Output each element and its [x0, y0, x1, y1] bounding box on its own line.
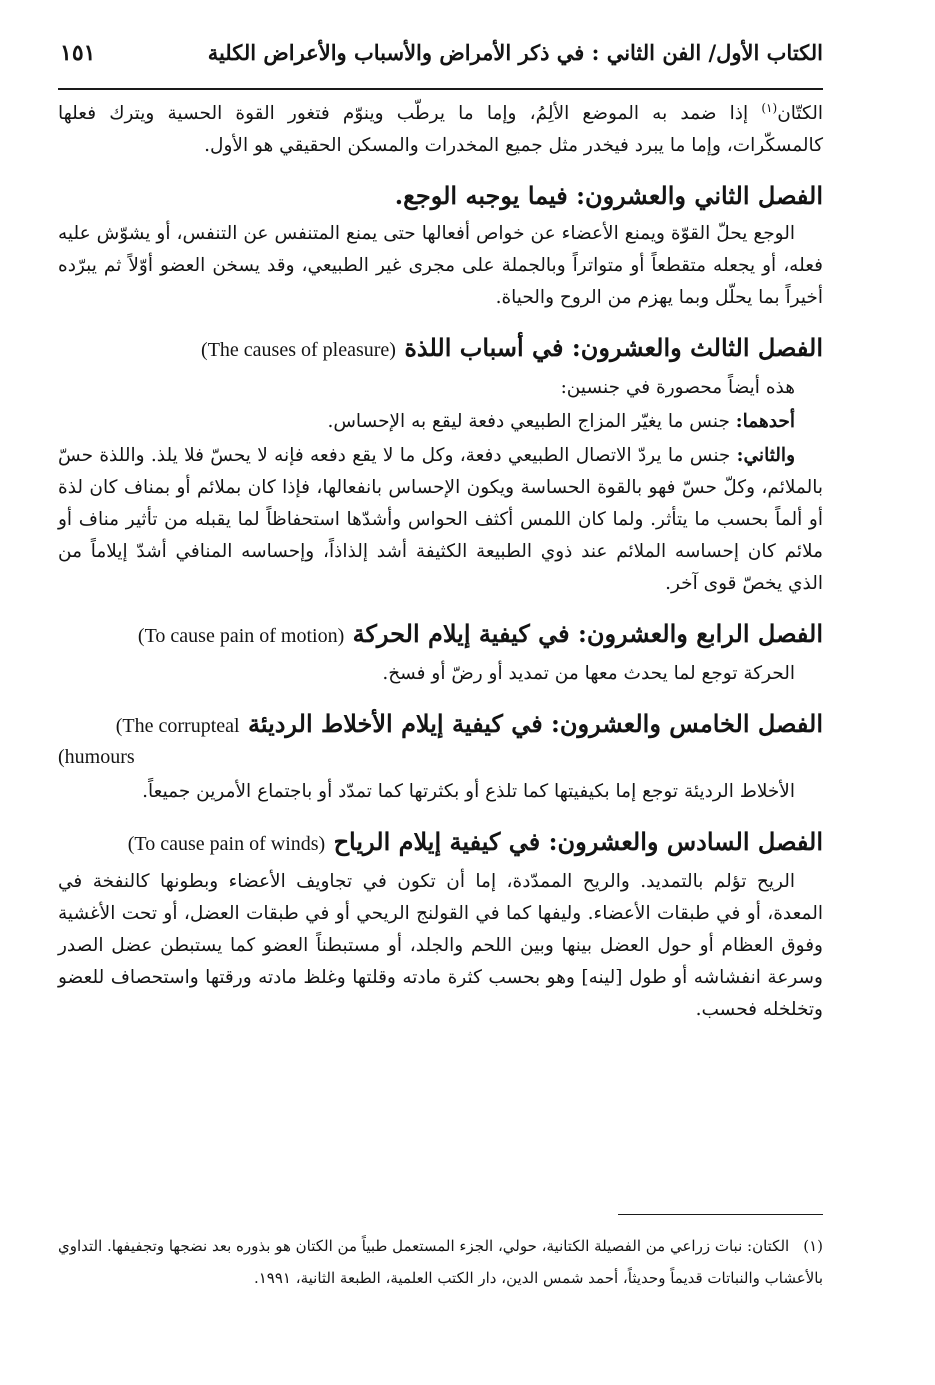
footnote-divider — [618, 1214, 823, 1215]
page-number: ١٥١ — [60, 40, 96, 66]
first-kind-text: جنس ما يغيّر المزاج الطبيعي دفعة ليقع به الإحساس. — [327, 411, 736, 432]
page-body — [58, 98, 823, 1026]
intro-paragraph — [58, 98, 823, 162]
chapter-23-title-english: (The causes of pleasure) — [201, 339, 396, 361]
chapter-24-title-english: (To cause pain of motion) — [137, 625, 345, 647]
second-kind-label: والثاني: — [736, 445, 795, 466]
chapter-24-paragraph: الحركة توجع لما يحدث معها من تمديد أو رضّ أو فسخ. — [382, 663, 795, 684]
chapter-23-second-kind — [58, 440, 823, 600]
chapter-24-title — [58, 612, 823, 658]
chapter-22-title: الفصل الثاني والعشرون: فيما يوجبه الوجع. — [394, 181, 823, 210]
chapter-25-title-english: (The corrupteal — [115, 715, 240, 737]
chapter-23-title — [58, 326, 823, 372]
chapter-23-title-arabic: الفصل الثالث والعشرون: في أسباب اللذة — [404, 333, 823, 362]
chapter-26-paragraph: الريح تؤلم بالتمديد. والريح الممدّدة، إما أن تكون في تجاويف الأعضاء وبطونها كالنفخة في المعدة، أو في طبقات الأعضاء. وليفها كما في القولنج الريحي أو في طبقات العضل، أو تحت الأغشية وفوق العظام أو حول العضل بينها وبين اللحم والجلد، أو مستبطناً العضو كما يستبطن عضل الصدر وسرعة انفشاشه أو طول [لينه] وهو بحسب كثرة مادته وقلتها وغلظ مادته ورقتها واستحصاف للعضو وتخلخله فحسب. — [58, 871, 823, 1020]
chapter-26-title-arabic: الفصل السادس والعشرون: في كيفية إيلام الرياح — [333, 827, 823, 856]
chapter-22-paragraph: الوجع يحلّ القوّة ويمنع الأعضاء عن خواص أفعالها حتى يمنع المتنفس عن التنفس، أو يشوّش عليه فعله، أو يجعله متقطعاً أو متواتراً وبالجملة على مجرى غير الطبيعي، وقد يسخن العضو أوّلاً ثم يبرّده أخيراً بما يحلّل وبما يهزم من الروح والحياة. — [58, 223, 823, 308]
chapter-23-first-kind — [58, 406, 823, 438]
chapter-25-title-arabic: الفصل الخامس والعشرون: في كيفية إيلام الأخلاط الرديئة — [247, 709, 823, 738]
footnote-reference[interactable]: (١) — [761, 100, 778, 115]
intro-text: إذا ضمد به الموضع الألِمُ، وإما ما يرطّب وينوّم فتغور القوة الحسية ويترك فعلها كالمسكّرات، وإما ما يبرد فيخدر مثل جميع المخدرات والمسكن الحقيقي هو الأول. — [58, 103, 823, 156]
page-header — [58, 38, 823, 90]
running-title: الكتاب الأول/ الفن الثاني : في ذكر الأمراض والأسباب والأعراض الكلية — [207, 40, 823, 65]
chapter-25-title — [58, 702, 823, 748]
chapter-26-title — [58, 820, 823, 866]
second-kind-text: جنس ما يردّ الاتصال الطبيعي دفعة، وكل ما لا يقع دفعه فإنه لا يحسّ فلا يلذ. واللذة حسّ بالملائم، وكلّ حسّ فهو بالقوة الحساسة ويكون الإحساس بانفعالها، فإذا كان بملائم أو بمناف كان لذة أو ألماً بحسب ما يتأثر. ولما كان اللمس أكثف الحواس وأشدّها استحفاظاً لما يقبله من تأثير مناف أو ملائم كان إحساسه الملائم عند ذوي الطبيعة الكثيفة أشد إلذاذاً، وإحساسه المنافي أشدّ إيلاماً من الذي يخصّ قوى آخر. — [58, 445, 823, 594]
chapter-23-intro: هذه أيضاً محصورة في جنسين: — [560, 377, 795, 398]
chapter-25-title-english-continued: humours) — [58, 746, 135, 768]
footnote-text: الكتان: نبات زراعي من الفصيلة الكتانية، حولي، الجزء المستعمل طبياً من الكتان هو بذوره بعد نضجها وتجفيفها. التداوي بالأعشاب والنباتات قديماً وحديثاً، أحمد شمس الدين، دار الكتب العلمية، الطبعة الثانية، ١٩٩١. — [57, 1237, 823, 1287]
intro-first-word: الكتّان — [777, 103, 823, 124]
first-kind-label: أحدهما: — [735, 411, 795, 432]
chapter-26-title-english: (To cause pain of winds) — [127, 833, 326, 855]
footnote-marker: (١) — [803, 1237, 823, 1255]
chapter-24-title-arabic: الفصل الرابع والعشرون: في كيفية إيلام الحركة — [352, 619, 823, 648]
footnotes — [58, 1230, 823, 1294]
chapter-25-paragraph: الأخلاط الرديئة توجع إما بكيفيتها كما تلذع أو بكثرتها كما تمدّد أو باجتماع الأمرين جميعاً. — [142, 781, 795, 802]
